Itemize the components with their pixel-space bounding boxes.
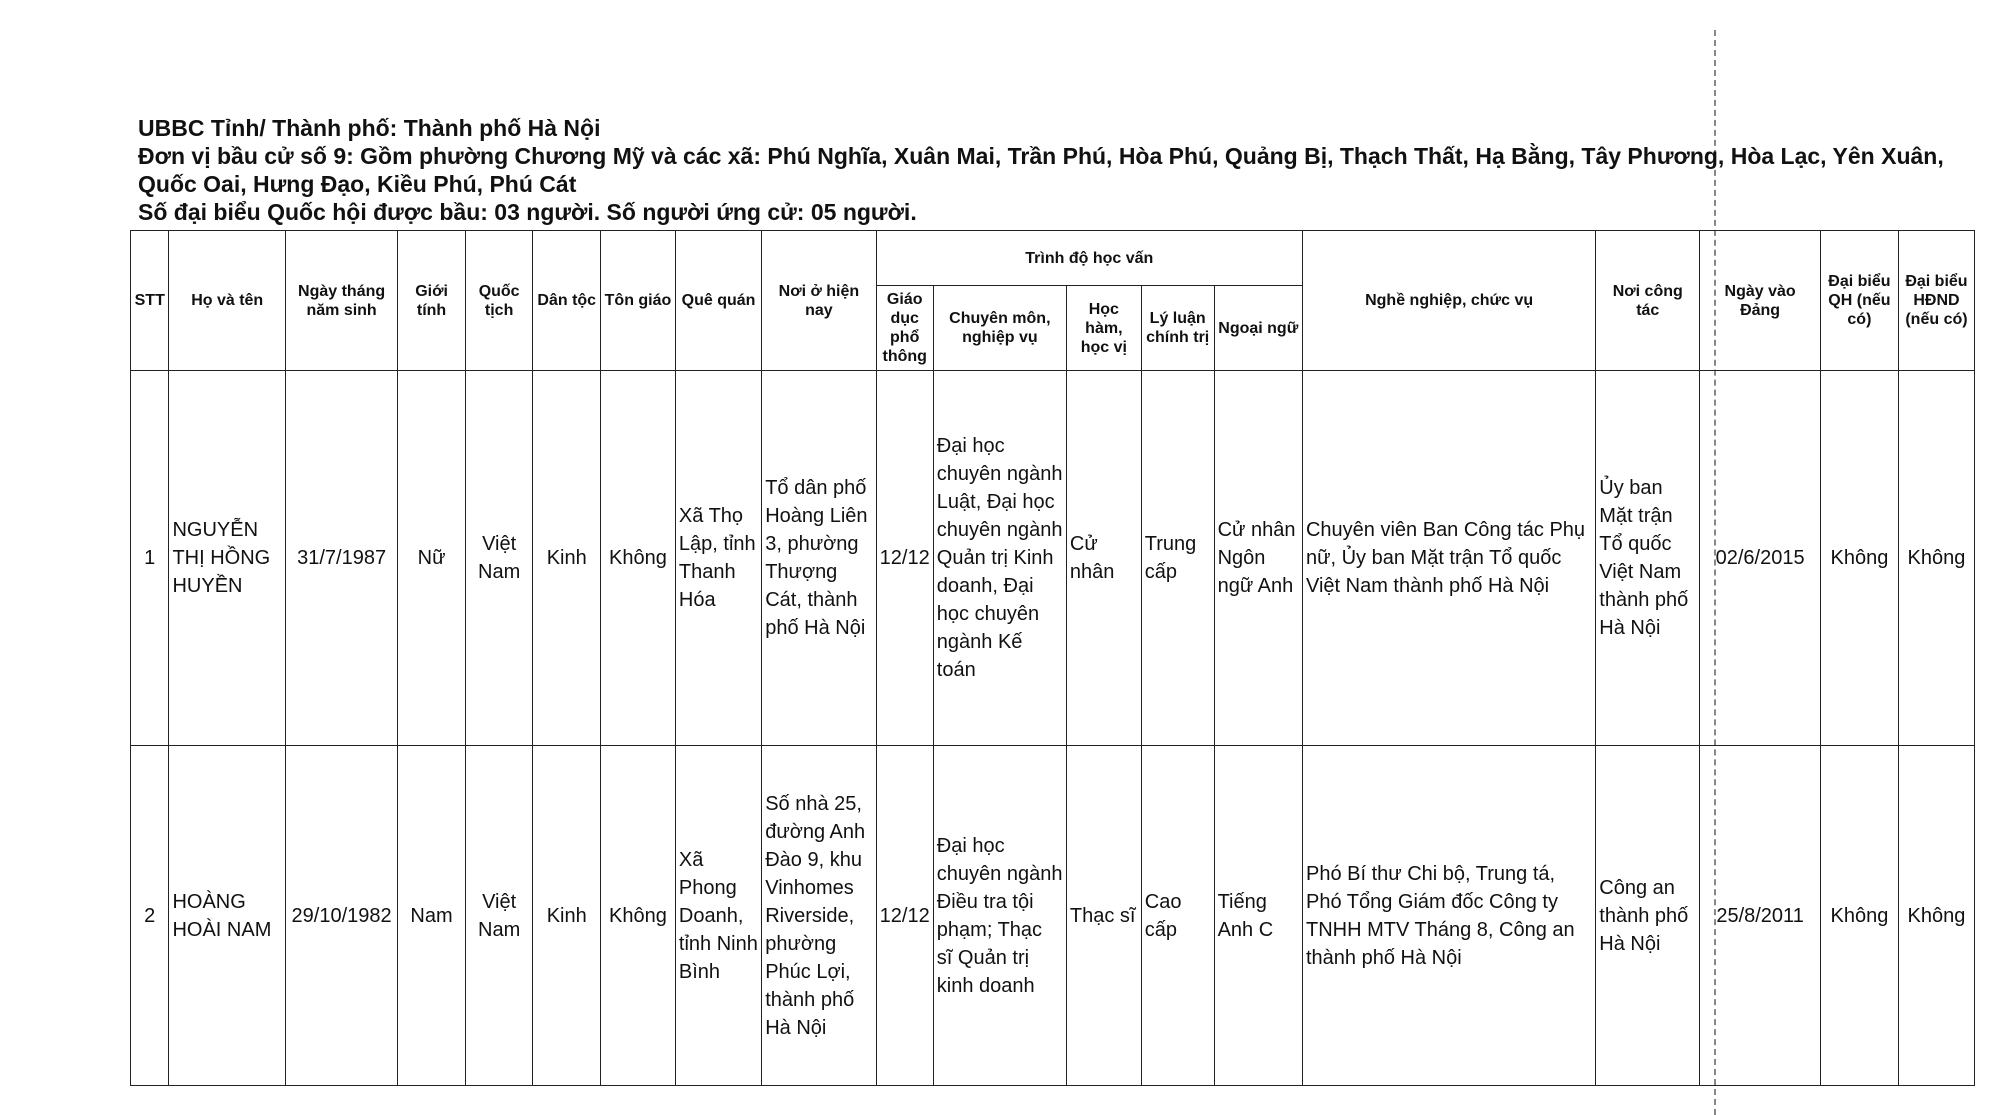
cell-ethnicity: Kinh <box>533 371 601 746</box>
col-residence: Nơi ở hiện nay <box>762 231 876 371</box>
cell-foreign-language: Tiếng Anh C <box>1214 746 1302 1086</box>
cell-gender: Nam <box>398 746 466 1086</box>
cell-academic-degree: Thạc sĩ <box>1066 746 1141 1086</box>
table-row <box>131 371 1975 746</box>
col-foreign-language: Ngoại ngữ <box>1214 286 1302 371</box>
cell-pc-delegate: Không <box>1898 371 1974 746</box>
cell-pc-delegate: Không <box>1898 746 1974 1086</box>
cell-party-date: 25/8/2011 <box>1700 746 1821 1086</box>
col-academic-degree: Học hàm, học vị <box>1066 286 1141 371</box>
cell-name: HOÀNG HOÀI NAM <box>169 746 285 1086</box>
cell-na-delegate: Không <box>1820 371 1898 746</box>
col-specialty: Chuyên môn, nghiệp vụ <box>933 286 1066 371</box>
cell-nationality: Việt Nam <box>465 371 533 746</box>
header-committee: UBBC Tỉnh/ Thành phố: Thành phố Hà Nội <box>138 115 601 141</box>
cell-specialty: Đại học chuyên ngành Luật, Đại học chuyên ngành Quản trị Kinh doanh, Đại học chuyên ngành Kế toán <box>933 371 1066 746</box>
document-header <box>138 114 1978 226</box>
cell-occupation: Phó Bí thư Chi bộ, Trung tá, Phó Tổng Giám đốc Công ty TNHH MTV Tháng 8, Công an thành phố Hà Nội <box>1302 746 1595 1086</box>
col-workplace: Nơi công tác <box>1596 231 1700 371</box>
cell-nationality: Việt Nam <box>465 746 533 1086</box>
cell-academic-degree: Cử nhân <box>1066 371 1141 746</box>
col-stt: STT <box>131 231 169 371</box>
col-na-delegate: Đại biểu QH (nếu có) <box>1820 231 1898 371</box>
col-religion: Tôn giáo <box>601 231 676 371</box>
col-pc-delegate: Đại biểu HĐND (nếu có) <box>1898 231 1974 371</box>
cell-occupation: Chuyên viên Ban Công tác Phụ nữ, Ủy ban Mặt trận Tổ quốc Việt Nam thành phố Hà Nội <box>1302 371 1595 746</box>
col-general-education: Giáo dục phổ thông <box>876 286 933 371</box>
cell-gender: Nữ <box>398 371 466 746</box>
cell-hometown: Xã Thọ Lập, tỉnh Thanh Hóa <box>675 371 761 746</box>
cell-hometown: Xã Phong Doanh, tỉnh Ninh Bình <box>675 746 761 1086</box>
col-dob: Ngày tháng năm sinh <box>285 231 397 371</box>
col-gender: Giới tính <box>398 231 466 371</box>
header-row <box>131 231 1975 286</box>
cell-stt: 1 <box>131 371 169 746</box>
cell-general-education: 12/12 <box>876 746 933 1086</box>
cell-specialty: Đại học chuyên ngành Điều tra tội phạm; Thạc sĩ Quản trị kinh doanh <box>933 746 1066 1086</box>
cell-dob: 31/7/1987 <box>285 371 397 746</box>
col-political-theory: Lý luận chính trị <box>1141 286 1214 371</box>
cell-party-date: 02/6/2015 <box>1700 371 1821 746</box>
cell-na-delegate: Không <box>1820 746 1898 1086</box>
cell-ethnicity: Kinh <box>533 746 601 1086</box>
cell-general-education: 12/12 <box>876 371 933 746</box>
cell-foreign-language: Cử nhân Ngôn ngữ Anh <box>1214 371 1302 746</box>
col-hometown: Quê quán <box>675 231 761 371</box>
cell-workplace: Ủy ban Mặt trận Tổ quốc Việt Nam thành phố Hà Nội <box>1596 371 1700 746</box>
cell-dob: 29/10/1982 <box>285 746 397 1086</box>
col-ethnicity: Dân tộc <box>533 231 601 371</box>
cell-residence: Số nhà 25, đường Anh Đào 9, khu Vinhomes Riverside, phường Phúc Lợi, thành phố Hà Nội <box>762 746 876 1086</box>
col-education-group: Trình độ học vấn <box>876 231 1302 286</box>
table-row <box>131 746 1975 1086</box>
cell-name: NGUYỄN THỊ HỒNG HUYỀN <box>169 371 285 746</box>
cell-residence: Tổ dân phố Hoàng Liên 3, phường Thượng Cát, thành phố Hà Nội <box>762 371 876 746</box>
col-party-date: Ngày vào Đảng <box>1700 231 1821 371</box>
col-name: Họ và tên <box>169 231 285 371</box>
cell-religion: Không <box>601 371 676 746</box>
cell-workplace: Công an thành phố Hà Nội <box>1596 746 1700 1086</box>
header-electoral-unit: Đơn vị bầu cử số 9: Gồm phường Chương Mỹ và các xã: Phú Nghĩa, Xuân Mai, Trần Phú, Hòa Phú, Quảng Bị, Thạch Thất, Hạ Bằng, Tây Phương, Hòa Lạc, Yên Xuân, Quốc Oai, Hưng Đạo, Kiều Phú, Phú Cát <box>138 143 1944 197</box>
candidate-table <box>130 230 1975 1086</box>
header-seat-count: Số đại biểu Quốc hội được bầu: 03 người. Số người ứng cử: 05 người. <box>138 199 917 225</box>
cell-political-theory: Trung cấp <box>1141 371 1214 746</box>
col-occupation: Nghề nghiệp, chức vụ <box>1302 231 1595 371</box>
col-nationality: Quốc tịch <box>465 231 533 371</box>
cell-political-theory: Cao cấp <box>1141 746 1214 1086</box>
cell-religion: Không <box>601 746 676 1086</box>
cell-stt: 2 <box>131 746 169 1086</box>
